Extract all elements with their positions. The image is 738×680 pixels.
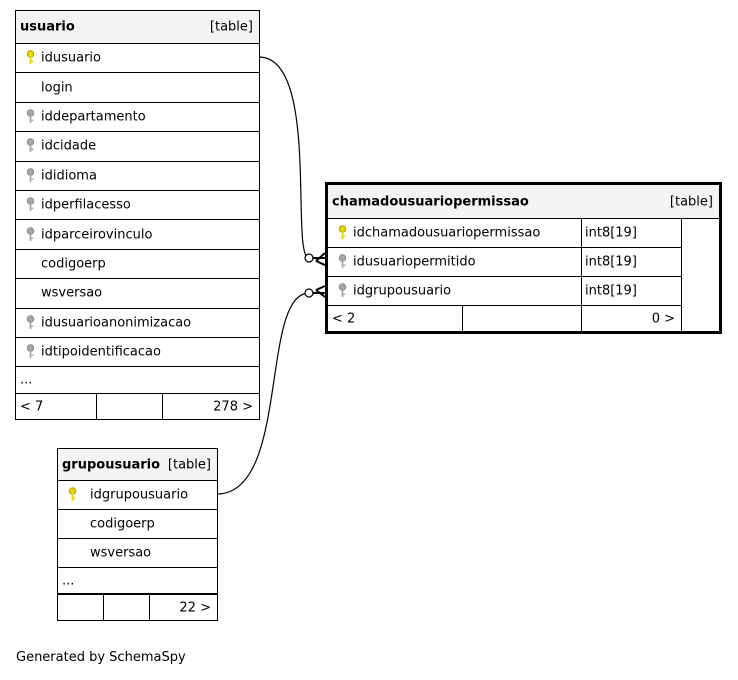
footer-divider xyxy=(103,595,104,620)
table-header xyxy=(58,449,217,481)
table-header xyxy=(16,11,259,44)
table-type: [table] xyxy=(209,19,253,35)
edge-usuario-to-chamadousuariopermissao xyxy=(259,57,309,258)
table-footer xyxy=(58,594,217,620)
table-name: chamadousuariopermissao xyxy=(332,194,529,209)
table-chamadousuariopermissao[interactable] xyxy=(325,182,722,334)
column-name: idparceirovinculo xyxy=(41,227,153,243)
foreign-key-icon xyxy=(338,254,347,270)
foreign-key-icon xyxy=(26,138,35,154)
foreign-key-icon xyxy=(26,197,35,213)
column-row[interactable] xyxy=(16,250,259,279)
column-name: codigoerp xyxy=(90,516,155,532)
foreign-key-icon xyxy=(26,344,35,360)
foreign-key-icon xyxy=(338,283,347,299)
footer-divider xyxy=(149,595,150,620)
foreign-key-icon xyxy=(26,315,35,331)
more-columns-row[interactable] xyxy=(58,568,217,594)
footer-divider xyxy=(162,394,163,419)
column-row[interactable] xyxy=(328,248,681,277)
column-name: idgrupousuario xyxy=(353,283,452,299)
children-count[interactable]: 0 > xyxy=(651,311,675,327)
children-count[interactable]: 278 > xyxy=(213,399,253,415)
footer-divider xyxy=(462,306,463,332)
foreign-key-icon xyxy=(26,168,35,184)
more-columns-row[interactable] xyxy=(16,367,259,393)
column-row[interactable] xyxy=(16,162,259,191)
table-name: usuario xyxy=(20,19,75,35)
parents-count[interactable]: < 7 xyxy=(20,399,44,415)
column-name: idcidade xyxy=(41,138,97,154)
column-row[interactable] xyxy=(16,309,259,338)
footer-divider xyxy=(96,394,97,419)
edge-optional-marker xyxy=(305,254,313,262)
foreign-key-icon xyxy=(26,227,35,243)
edge-crowfoot xyxy=(313,253,325,265)
more-columns-indicator: ... xyxy=(20,372,33,388)
primary-key-icon xyxy=(68,487,77,503)
table-grupousuario[interactable] xyxy=(57,448,218,621)
type-divider xyxy=(581,277,582,305)
column-name: idusuario xyxy=(41,50,101,66)
column-name: idtipoidentificacao xyxy=(41,344,161,360)
type-divider xyxy=(581,219,582,247)
column-row[interactable] xyxy=(328,277,681,306)
column-name: idchamadousuariopermissao xyxy=(353,225,541,241)
column-row[interactable] xyxy=(16,338,259,367)
footer-divider xyxy=(581,306,582,332)
table-header xyxy=(328,185,719,219)
column-name: codigoerp xyxy=(41,256,106,272)
primary-key-icon xyxy=(26,50,35,66)
column-list xyxy=(328,219,682,332)
column-row[interactable] xyxy=(16,279,259,308)
column-row[interactable] xyxy=(16,73,259,102)
column-name: wsversao xyxy=(90,545,152,561)
column-row[interactable] xyxy=(16,220,259,249)
column-row[interactable] xyxy=(16,191,259,220)
edge-optional-marker xyxy=(305,289,313,297)
column-name: login xyxy=(41,80,73,96)
column-name: wsversao xyxy=(41,285,103,301)
column-row[interactable] xyxy=(58,510,217,539)
column-row[interactable] xyxy=(328,219,681,248)
column-name: idusuariopermitido xyxy=(353,254,476,270)
edge-crowfoot xyxy=(313,286,325,297)
column-type: int8[19] xyxy=(585,225,637,241)
table-usuario[interactable] xyxy=(15,10,260,420)
table-type: [table] xyxy=(167,457,211,472)
column-row[interactable] xyxy=(16,132,259,161)
column-name: idperfilacesso xyxy=(41,197,131,213)
parents-count[interactable]: < 2 xyxy=(332,311,356,327)
table-type: [table] xyxy=(669,194,713,209)
column-type: int8[19] xyxy=(585,283,637,299)
children-count[interactable]: 22 > xyxy=(179,600,211,615)
column-name: idgrupousuario xyxy=(90,487,189,503)
column-row[interactable] xyxy=(16,103,259,132)
column-type: int8[19] xyxy=(585,254,637,270)
column-name: ididioma xyxy=(41,168,97,184)
table-footer xyxy=(328,306,681,332)
foreign-key-icon xyxy=(26,109,35,125)
more-columns-indicator: ... xyxy=(62,573,75,588)
column-list xyxy=(16,44,259,393)
table-footer xyxy=(16,393,259,419)
column-name: idusuarioanonimizacao xyxy=(41,315,192,331)
generated-by-credit: Generated by SchemaSpy xyxy=(16,650,186,665)
column-row[interactable] xyxy=(58,539,217,568)
column-row[interactable] xyxy=(16,44,259,73)
table-name: grupousuario xyxy=(62,457,161,472)
type-divider xyxy=(581,248,582,276)
column-name: iddepartamento xyxy=(41,109,146,125)
primary-key-icon xyxy=(338,225,347,241)
column-row[interactable] xyxy=(58,481,217,510)
